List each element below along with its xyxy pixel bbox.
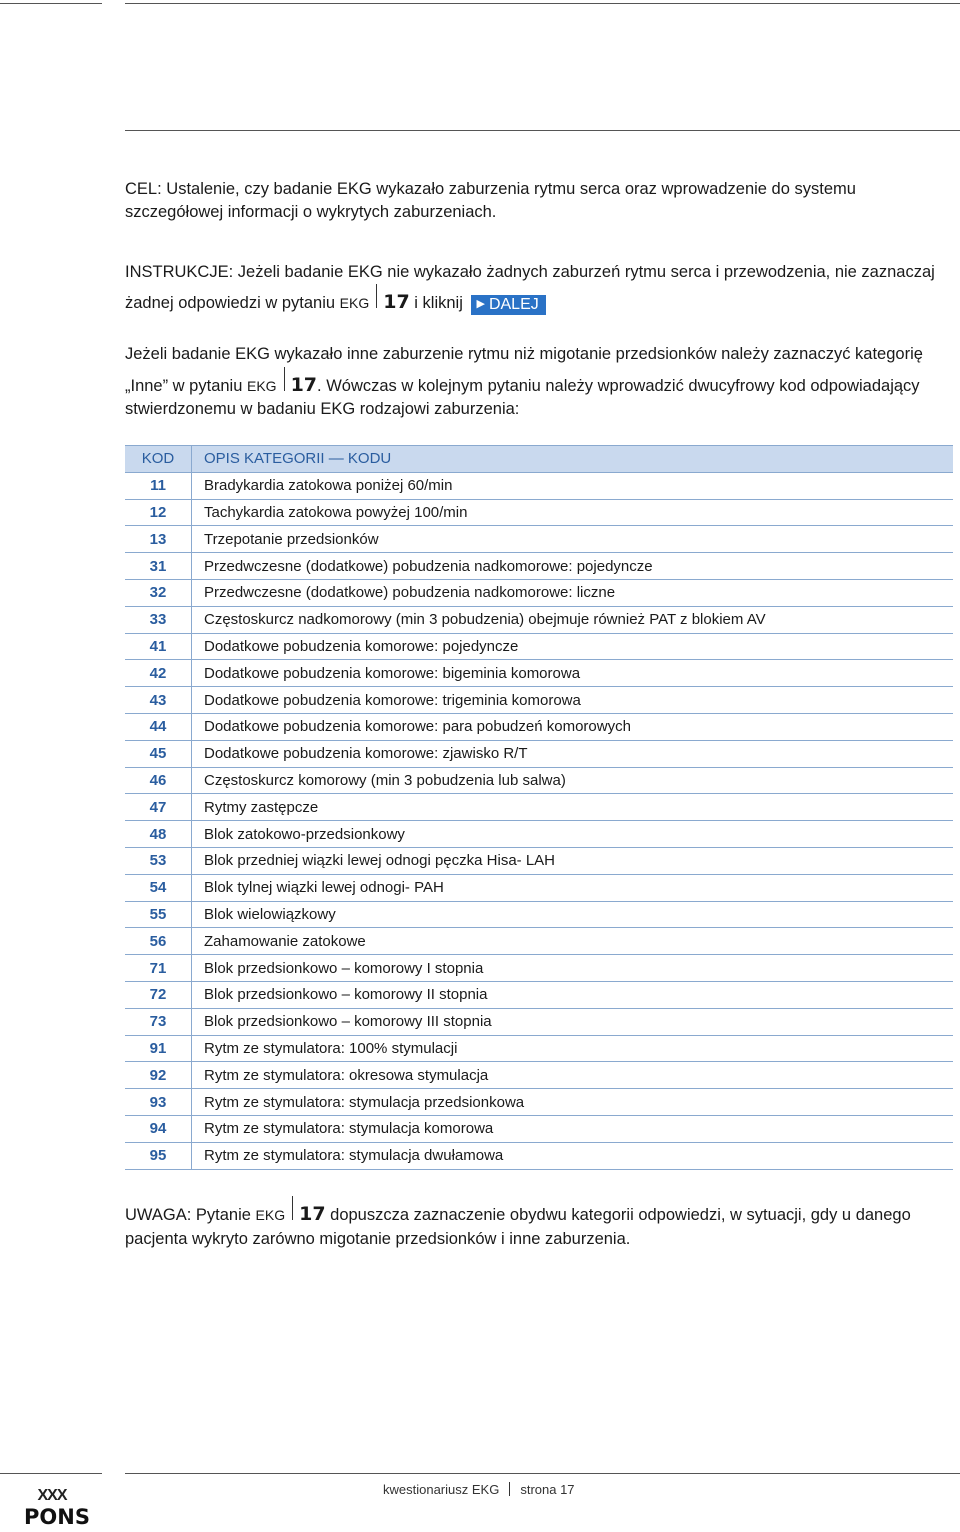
row-code: 92 <box>125 1062 192 1089</box>
row-code: 95 <box>125 1142 192 1169</box>
table-body <box>125 472 953 1169</box>
row-description: Częstoskurcz komorowy (min 3 pobudzenia lub salwa) <box>192 767 954 794</box>
row-description: Dodatkowe pobudzenia komorowe: para pobudzeń komorowych <box>192 713 954 740</box>
row-description: Rytm ze stymulatora: stymulacja dwułamowa <box>192 1142 954 1169</box>
table-row <box>125 660 953 687</box>
header-kod: KOD <box>125 446 192 473</box>
cel-text: Ustalenie, czy badanie EKG wykazało zaburzenia rytmu serca oraz wprowadzenie do systemu szczegółowej informacji o wykrytych zaburzeniach. <box>125 180 856 221</box>
row-description: Przedwczesne (dodatkowe) pobudzenia nadkomorowe: pojedyncze <box>192 553 954 580</box>
row-description: Rytm ze stymulatora: 100% stymulacji <box>192 1035 954 1062</box>
dalej-button[interactable] <box>471 295 545 315</box>
row-code: 48 <box>125 821 192 848</box>
table-header-row <box>125 446 953 473</box>
instrukcje-paragraph <box>125 261 945 315</box>
top-rule-right-2 <box>125 130 960 131</box>
question-ref-num: 17 <box>383 291 410 313</box>
row-description: Dodatkowe pobudzenia komorowe: trigeminia komorowa <box>192 687 954 714</box>
page-footer <box>383 1482 575 1497</box>
instrukcje-text: Jeżeli badanie EKG nie wykazało żadnych zaburzeń rytmu serca i przewodzenia, nie zaznaczaj żadnej odpowiedzi w pytaniu <box>125 263 935 312</box>
question-ref <box>247 367 317 399</box>
top-rule-left <box>0 3 102 4</box>
row-description: Dodatkowe pobudzenia komorowe: bigeminia komorowa <box>192 660 954 687</box>
cel-label: CEL: <box>125 180 162 198</box>
play-icon: ▶ <box>476 298 485 310</box>
table-row <box>125 633 953 660</box>
row-code: 53 <box>125 847 192 874</box>
row-code: 12 <box>125 499 192 526</box>
row-description: Blok tylnej wiązki lewej odnogi- PAH <box>192 874 954 901</box>
footer-title: kwestionariusz EKG <box>383 1482 500 1497</box>
table-row <box>125 1089 953 1116</box>
table-row <box>125 981 953 1008</box>
row-code: 72 <box>125 981 192 1008</box>
table-row <box>125 901 953 928</box>
instrukcje-label: INSTRUKCJE: <box>125 263 234 281</box>
row-description: Blok przedsionkowo – komorowy III stopnia <box>192 1008 954 1035</box>
row-description: Dodatkowe pobudzenia komorowe: pojedyncze <box>192 633 954 660</box>
table-row <box>125 553 953 580</box>
uwaga-text-2: dopuszcza zaznaczenie obydwu kategorii odpowiedzi, w sytuacji, gdy u danego pacjenta wykryto zarówno migotanie przedsionków i inne zaburzenia. <box>125 1206 911 1248</box>
bottom-rule-right <box>125 1473 960 1474</box>
header-opis: OPIS KATEGORII — KODU <box>192 446 954 473</box>
row-description: Rytmy zastępcze <box>192 794 954 821</box>
row-code: 54 <box>125 874 192 901</box>
question-ref-num: 17 <box>290 373 318 396</box>
row-description: Zahamowanie zatokowe <box>192 928 954 955</box>
table-row <box>125 767 953 794</box>
question-ref <box>256 1196 326 1227</box>
row-code: 31 <box>125 553 192 580</box>
row-description: Rytm ze stymulatora: okresowa stymulacja <box>192 1062 954 1089</box>
row-code: 43 <box>125 687 192 714</box>
table-row <box>125 821 953 848</box>
uwaga-label: UWAGA: <box>125 1206 192 1224</box>
pons-logo <box>24 1487 90 1531</box>
table-row <box>125 499 953 526</box>
row-description: Blok zatokowo-przedsionkowy <box>192 821 954 848</box>
para-text-2: . Wówczas w kolejnym pytaniu należy wprowadzić dwucyfrowy kod odpowiadający stwierdzonemu w badaniu EKG rodzajowi zaburzenia: <box>125 376 920 418</box>
row-code: 45 <box>125 740 192 767</box>
table-row <box>125 713 953 740</box>
dalej-button-label: DALEJ <box>488 296 539 313</box>
table-row <box>125 1142 953 1169</box>
kod-table <box>125 445 953 1170</box>
row-description: Rytm ze stymulatora: stymulacja komorowa <box>192 1115 954 1142</box>
row-code: 55 <box>125 901 192 928</box>
row-description: Rytm ze stymulatora: stymulacja przedsionkowa <box>192 1089 954 1116</box>
row-code: 46 <box>125 767 192 794</box>
table-row <box>125 687 953 714</box>
table-row <box>125 794 953 821</box>
row-description: Bradykardia zatokowa poniżej 60/min <box>192 472 954 499</box>
row-code: 33 <box>125 606 192 633</box>
uwaga-paragraph <box>125 1196 925 1251</box>
row-description: Częstoskurcz nadkomorowy (min 3 pobudzenia) obejmuje również PAT z blokiem AV <box>192 606 954 633</box>
row-description: Blok przedniej wiązki lewej odnogi pęczka Hisa- LAH <box>192 847 954 874</box>
question-ref-ekg: EKG <box>255 1207 286 1223</box>
row-description: Blok przedsionkowo – komorowy I stopnia <box>192 955 954 982</box>
table-row <box>125 579 953 606</box>
table-row <box>125 1008 953 1035</box>
logo-text: PONS <box>24 1505 90 1529</box>
footer-page: strona 17 <box>520 1482 575 1497</box>
table-row <box>125 472 953 499</box>
top-rule-right <box>125 3 960 4</box>
table-row <box>125 1062 953 1089</box>
row-code: 32 <box>125 579 192 606</box>
row-code: 94 <box>125 1115 192 1142</box>
row-code: 11 <box>125 472 192 499</box>
row-description: Przedwczesne (dodatkowe) pobudzenia nadkomorowe: liczne <box>192 579 954 606</box>
inne-paragraph <box>125 343 945 422</box>
table-row <box>125 847 953 874</box>
row-code: 41 <box>125 633 192 660</box>
row-code: 47 <box>125 794 192 821</box>
uwaga-text-1: Pytanie <box>191 1206 251 1224</box>
cel-paragraph <box>125 178 945 224</box>
table-row <box>125 1035 953 1062</box>
table-row <box>125 740 953 767</box>
row-code: 91 <box>125 1035 192 1062</box>
question-ref-ekg: EKG <box>247 377 277 394</box>
row-code: 44 <box>125 713 192 740</box>
para-text-1: Jeżeli badanie EKG wykazało inne zaburzenie rytmu niż migotanie przedsionków należy zaznaczyć kategorię „Inne” w pytaniu <box>125 345 923 395</box>
logo-marks: XXX <box>37 1487 67 1504</box>
table-row <box>125 955 953 982</box>
table-row <box>125 526 953 553</box>
row-code: 73 <box>125 1008 192 1035</box>
table-row <box>125 606 953 633</box>
question-ref-num: 17 <box>299 1203 326 1225</box>
question-ref-ekg: EKG <box>339 295 370 311</box>
question-ref <box>340 284 410 315</box>
row-code: 56 <box>125 928 192 955</box>
table-row <box>125 928 953 955</box>
row-code: 71 <box>125 955 192 982</box>
bottom-rule-left <box>0 1473 102 1474</box>
row-description: Tachykardia zatokowa powyżej 100/min <box>192 499 954 526</box>
instrukcje-after: i kliknij <box>409 294 463 312</box>
row-code: 13 <box>125 526 192 553</box>
table-row <box>125 1115 953 1142</box>
row-code: 42 <box>125 660 192 687</box>
row-description: Blok wielowiązkowy <box>192 901 954 928</box>
row-description: Blok przedsionkowo – komorowy II stopnia <box>192 981 954 1008</box>
row-description: Dodatkowe pobudzenia komorowe: zjawisko R/T <box>192 740 954 767</box>
table-row <box>125 874 953 901</box>
row-code: 93 <box>125 1089 192 1116</box>
row-description: Trzepotanie przedsionków <box>192 526 954 553</box>
